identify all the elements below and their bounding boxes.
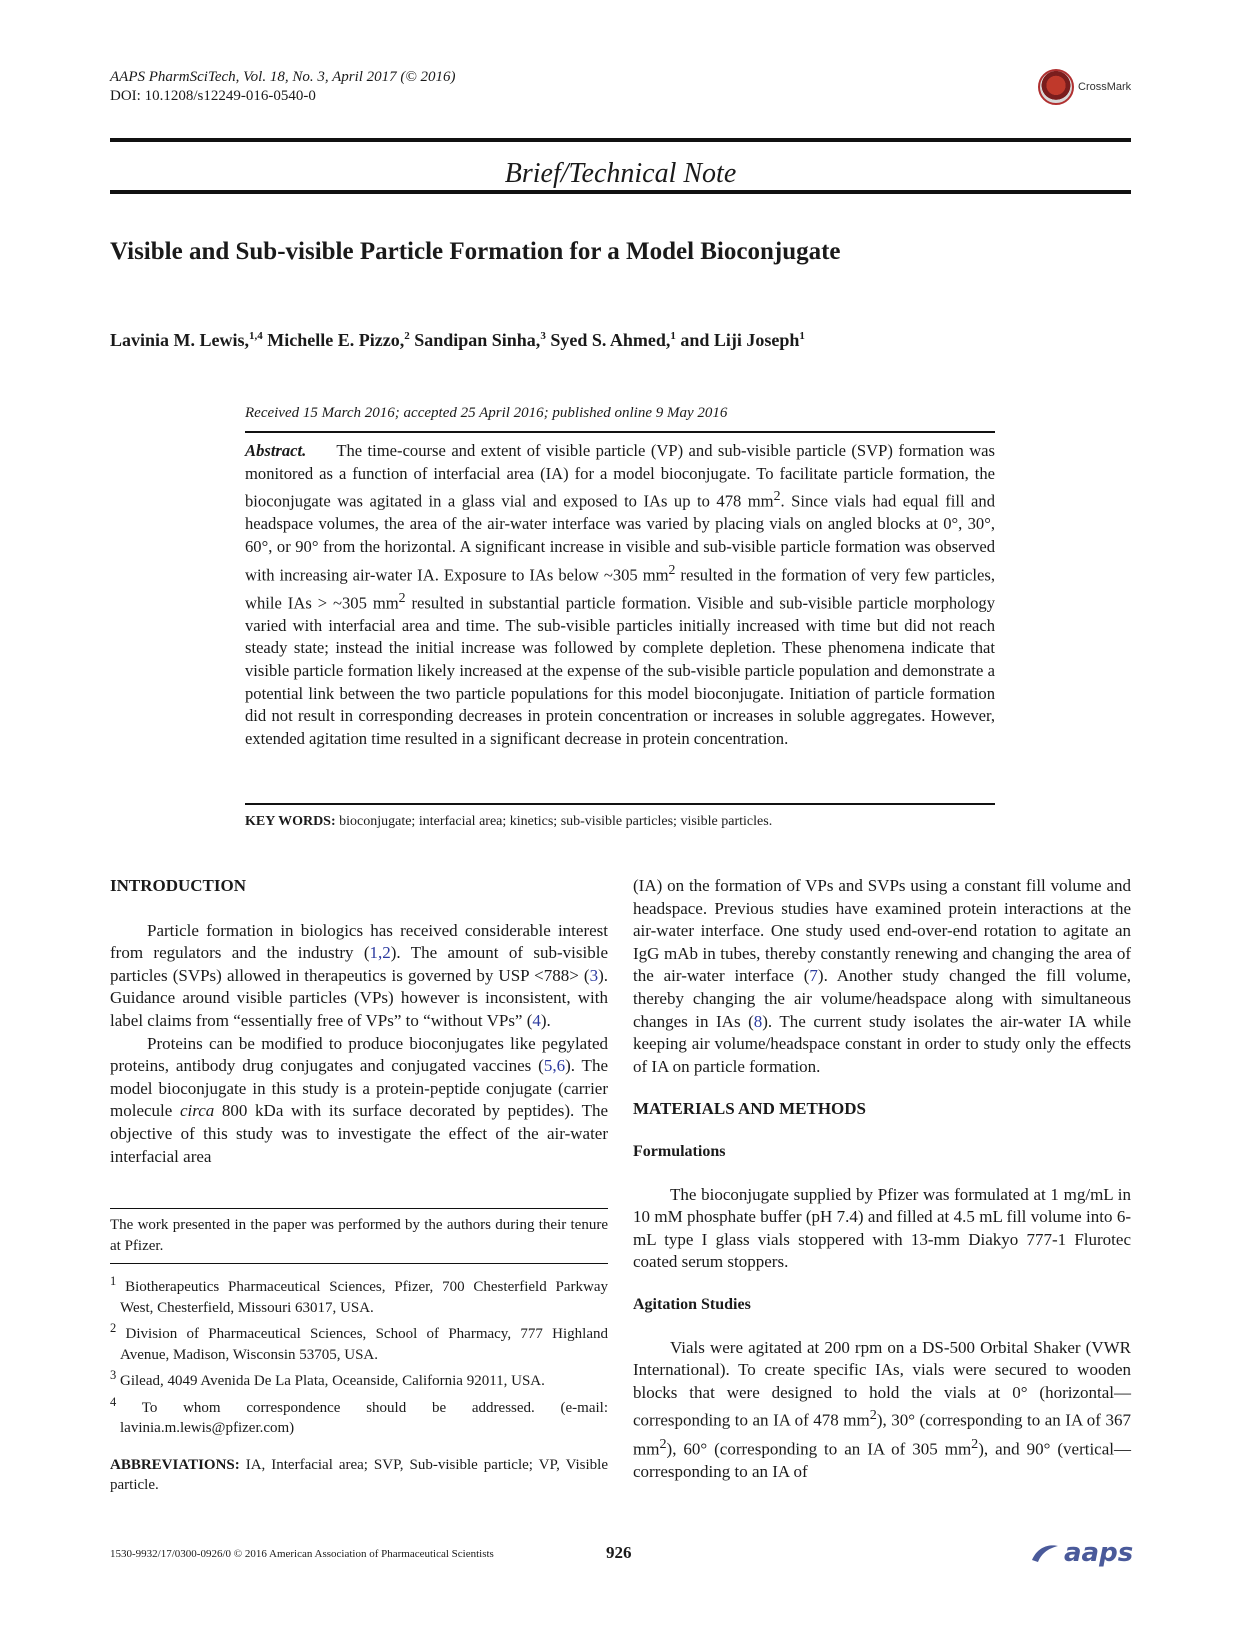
affiliation-text: Division of Pharmaceutical Sciences, School of Pharmacy, 777 Highland Avenue, Madison, Wisconsin 53705, USA.: [120, 1326, 608, 1363]
intro-paragraph-3: [633, 875, 1131, 1078]
text: ). Another study changed the fill volume, thereby changing the air volume/headspace along with simultaneous changes in IAs (: [633, 966, 1131, 1031]
text: ). The model bioconjugate in this study is a protein-peptide conjugate (carrier molecule: [110, 1056, 608, 1121]
affiliation: [110, 1318, 608, 1365]
affiliation-number: 2: [110, 1321, 117, 1335]
abstract-label: Abstract.: [245, 441, 307, 460]
citation-link[interactable]: 7: [809, 966, 818, 986]
text: ). The amount of sub-visible particles (SVPs) allowed in therapeutics is governed by USP <788> (: [110, 943, 608, 985]
author-affiliation: 3: [540, 330, 546, 342]
abstract: [245, 440, 995, 750]
footnote-divider: [110, 1263, 608, 1264]
author: and Liji Joseph: [680, 330, 800, 350]
crossmark-icon: [1038, 69, 1074, 105]
keywords: [245, 814, 772, 830]
abstract-text: resulted in substantial particle formation. Visible and sub-visible particle morphology varied with interfacial area and time. The sub-visible particles initially increased with time but did not reach steady state; instead the initial increase was followed by complete depletion. These phenomena indicate that visible particle formation likely increased at the expense of the sub-visible particle population and demonstrate a potential link between the two particle populations for this model bioconjugate. Initiation of particle formation did not result in corresponding decreases in protein concentration or increases in soluble aggregates. However, extended agitation time resulted in a significant decrease in protein concentration.: [245, 593, 995, 748]
superscript: 2: [398, 589, 406, 605]
abstract-text: resulted in the formation of very few particles, while IAs > ~305 mm: [245, 565, 995, 613]
methods-heading: MATERIALS AND METHODS: [633, 1099, 866, 1119]
keywords-label: KEY WORDS:: [245, 814, 336, 829]
author-affiliation: 2: [404, 330, 410, 342]
text: Particle formation in biologics has received considerable interest from regulators and the industry (: [110, 920, 608, 963]
article-title: Visible and Sub-visible Particle Formation for a Model Bioconjugate: [110, 238, 841, 265]
text: Proteins can be modified to produce bioconjugates like pegylated proteins, antibody drug conjugates and conjugated vaccines (: [110, 1033, 608, 1076]
author-affiliation: 1,4: [249, 330, 263, 342]
abbreviations: [110, 1455, 608, 1496]
text: ), 30° (corresponding to an IA of 367 mm: [633, 1410, 1131, 1459]
footer-issn: 1530-9932/17/0300-0926/0 © 2016 American Association of Pharmaceutical Scientists: [110, 1548, 494, 1560]
affiliation: [110, 1271, 608, 1318]
author: Lavinia M. Lewis,: [110, 330, 250, 350]
intro-paragraph-2: [110, 1033, 608, 1169]
citation-link[interactable]: 3: [589, 965, 599, 985]
abstract-rule-bottom: [245, 803, 995, 805]
superscript: 2: [971, 1435, 979, 1452]
agitation-paragraph: [633, 1337, 1131, 1484]
superscript: 2: [773, 488, 781, 504]
crossmark-label: CrossMark: [1078, 81, 1132, 93]
citation-link[interactable]: 8: [753, 1011, 763, 1031]
abstract-text: . Since vials had equal fill and headspace volumes, the area of the air-water interface was varied by placing vials on angled blocks at 0°, 30°, 60°, or 90° from the horizontal. A significant increase in visible and sub-visible particle formation was observed with increasing air-water IA. Exposure to IAs below ~305 mm: [245, 491, 995, 585]
superscript: 2: [668, 561, 676, 577]
citation-link[interactable]: 1,2: [369, 943, 391, 963]
text: 800 kDa with its surface decorated by peptides). The objective of this study was to investigate the effect of the air-water interfacial area: [110, 1101, 608, 1166]
footnote-rule: [110, 1208, 608, 1209]
footnotes: [110, 1215, 608, 1496]
text: ), and 90° (vertical—corresponding to an IA of: [633, 1439, 1131, 1481]
footnote-work: The work presented in the paper was performed by the authors during their tenure at Pfizer.: [110, 1217, 608, 1254]
affiliation-text: Gilead, 4049 Avenida De La Plata, Oceanside, California 92011, USA.: [120, 1373, 545, 1389]
author-list: [110, 330, 805, 351]
abstract-text: The time-course and extent of visible particle (VP) and sub-visible particle (SVP) formation was monitored as a function of interfacial area (IA) for a model bioconjugate. To facilitate particle formation, the bioconjugate was agitated in a glass vial and exposed to IAs up to 478 mm: [245, 441, 995, 511]
superscript: 2: [659, 1435, 667, 1452]
crossmark-badge[interactable]: [1038, 68, 1138, 106]
author: Syed S. Ahmed,: [550, 330, 671, 350]
keywords-text: bioconjugate; interfacial area; kinetics; sub-visible particles; visible particles.: [339, 814, 773, 829]
page-number: 926: [606, 1543, 632, 1562]
right-column: [633, 875, 1131, 1483]
author-affiliation: 1: [670, 330, 676, 342]
affiliation-text: Biotherapeutics Pharmaceutical Sciences, Pfizer, 700 Chesterfield Parkway West, Chesterfield, Missouri 63017, USA.: [120, 1279, 609, 1316]
doi[interactable]: DOI: 10.1208/s12249-016-0540-0: [110, 88, 316, 104]
text: ). Guidance around visible particles (VPs) however is inconsistent, with label claims from “essentially free of VPs” to “without VPs” (: [110, 965, 608, 1030]
header-rule-bottom: [110, 190, 1131, 194]
citation-link[interactable]: 4: [532, 1010, 541, 1030]
header-rule-top: [110, 138, 1131, 142]
abbreviations-text: IA, Interfacial area; SVP, Sub-visible particle; VP, Visible particle.: [110, 1456, 609, 1493]
agitation-heading: Agitation Studies: [633, 1295, 751, 1313]
text: ). The current study isolates the air-water IA while keeping air volume/headspace constant in order to study only the effects of IA on particle formation.: [633, 1011, 1131, 1076]
article-type: Brief/Technical Note: [504, 158, 737, 189]
aaps-swoosh-icon: [1030, 1542, 1060, 1564]
text: Vials were agitated at 200 rpm on a DS-500 Orbital Shaker (VWR International). To create specific IAs, vials were secured to wooden blocks that were designed to hold the vials at 0° (horizontal—corresponding to an IA of 478 mm: [633, 1337, 1131, 1430]
text: ).: [540, 1010, 551, 1030]
author: Sandipan Sinha,: [414, 330, 541, 350]
formulations-heading: Formulations: [633, 1142, 726, 1160]
abstract-rule-top: [245, 431, 995, 433]
author-affiliation: 1: [799, 330, 805, 342]
affiliation: [110, 1365, 608, 1392]
intro-paragraph-1: [110, 920, 608, 1033]
text: (IA) on the formation of VPs and SVPs using a constant fill volume and headspace. Previous studies have examined protein interactions at the air-water interface. One study used end-over-end rotation to agitate an IgG mAb in tubes, thereby constantly renewing and changing the area of the air-water interface (: [633, 876, 1131, 986]
affiliation-number: 1: [110, 1274, 117, 1288]
affiliation: [110, 1392, 608, 1439]
intro-heading: INTRODUCTION: [110, 876, 247, 895]
aaps-logo: [1030, 1538, 1133, 1568]
formulations-paragraph: The bioconjugate supplied by Pfizer was formulated at 1 mg/mL in 10 mM phosphate buffer (pH 7.4) and filled at 4.5 mL fill volume into 6-mL type I glass vials stoppered with 13-mm Diakyo 777-1 Flurotec coated serum stoppers.: [633, 1184, 1131, 1272]
affiliation-number: 4: [110, 1394, 117, 1409]
abbreviations-label: ABBREVIATIONS:: [110, 1456, 240, 1473]
left-column: [110, 875, 608, 1168]
text: ), 60° (corresponding to an IA of 305 mm: [666, 1439, 972, 1459]
affiliation-number: 3: [110, 1368, 117, 1382]
superscript: 2: [869, 1407, 877, 1424]
italic-text: circa: [179, 1101, 215, 1121]
author: Michelle E. Pizzo,: [267, 330, 405, 350]
received-dates: Received 15 March 2016; accepted 25 April 2016; published online 9 May 2016: [245, 405, 728, 421]
journal-citation: AAPS PharmSciTech, Vol. 18, No. 3, April 2017 (© 2016): [110, 69, 456, 85]
citation-link[interactable]: 5,6: [543, 1056, 566, 1076]
affiliation-text: To whom correspondence should be addressed. (e-mail: lavinia.m.lewis@pfizer.com): [120, 1399, 608, 1436]
aaps-logo-text: aaps: [1064, 1538, 1134, 1568]
